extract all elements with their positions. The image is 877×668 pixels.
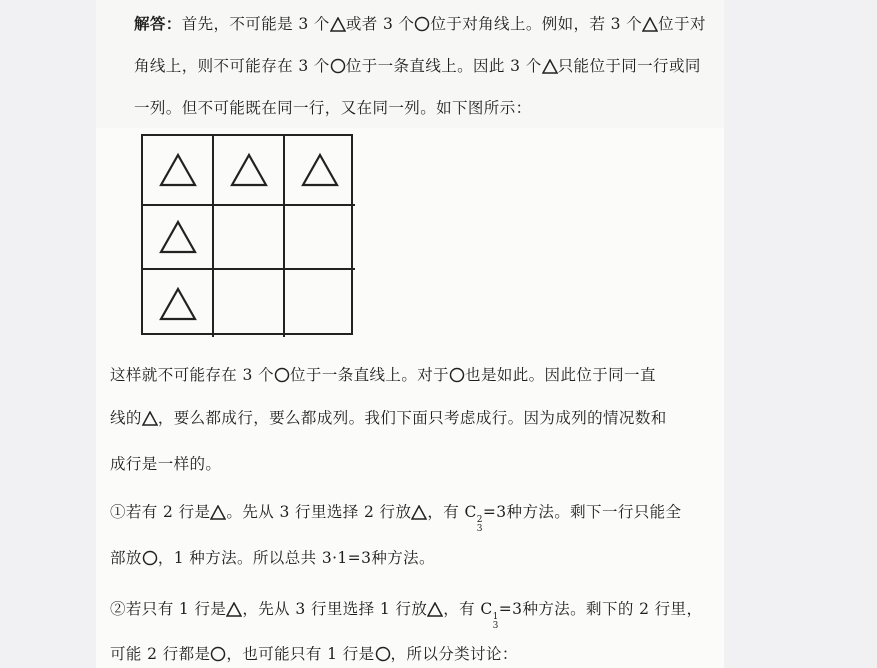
triangle-icon	[158, 152, 198, 188]
text-segment: 或者 3 个	[345, 15, 415, 33]
triangle-icon	[330, 17, 346, 36]
triangle-icon	[142, 411, 158, 430]
text-segment: ，有 C	[427, 503, 477, 521]
text-segment: 位于对角线上。例如，若 3 个	[430, 15, 643, 33]
text-segment: 也是如此。因此位于同一直	[465, 366, 656, 384]
triangle-icon	[542, 59, 558, 78]
grid-cell	[214, 206, 285, 270]
text-segment: 一列。但不可能既在同一行，又在同一列。如下图所示：	[134, 99, 532, 117]
triangle-icon	[226, 602, 242, 621]
text-segment: ，也可能只有 1 行是	[226, 645, 375, 663]
grid-figure	[141, 134, 353, 335]
circle-icon	[330, 58, 346, 78]
text-segment: ，所以分类讨论：	[390, 645, 518, 663]
grid-cell	[143, 136, 214, 206]
case-1-line-1	[110, 500, 681, 534]
answer-label: 解答：	[134, 14, 182, 33]
text-segment: ，要么都成行，要么都成列。我们下面只考虑成行。因为成列的情况数和	[157, 409, 667, 427]
grid-cell	[143, 270, 214, 337]
answer-line-2	[134, 54, 701, 78]
grid-cell	[285, 270, 355, 337]
text-segment: 部放	[110, 549, 142, 567]
text-segment: 线的	[110, 409, 142, 427]
circle-icon	[414, 16, 430, 36]
text-segment: 只能位于同一行或同	[557, 57, 701, 75]
triangle-icon	[210, 505, 226, 524]
text-segment: 成行是一样的。	[110, 455, 222, 473]
triangle-icon	[300, 152, 340, 188]
circle-icon	[449, 367, 465, 387]
text-segment: 。先从 3 行里选择 2 行放	[226, 503, 412, 521]
case-2-line-2	[110, 642, 518, 666]
paragraph-2-line-3	[110, 452, 221, 474]
combination-subscript: 3	[492, 621, 499, 631]
text-segment: 位于对	[658, 15, 706, 33]
triangle-icon	[158, 286, 198, 322]
paragraph-2-line-2	[110, 406, 667, 430]
triangle-icon	[411, 505, 427, 524]
combination-subscript: 3	[476, 524, 483, 534]
grid-cell	[143, 206, 214, 270]
grid-cell	[214, 136, 285, 206]
triangle-icon	[427, 602, 443, 621]
text-segment: ，先从 3 行里选择 1 行放	[242, 600, 428, 618]
text-segment: ②若只有 1 行是	[110, 600, 227, 618]
combination-superscript: 1	[492, 612, 499, 622]
text-segment: ，有 C	[443, 600, 493, 618]
circle-icon	[375, 646, 391, 666]
triangle-icon	[229, 152, 269, 188]
case-1-line-2	[110, 546, 435, 570]
circle-icon	[210, 646, 226, 666]
circle-icon	[142, 550, 158, 570]
triangle-icon	[642, 17, 658, 36]
text-segment: ①若有 2 行是	[110, 503, 211, 521]
text-segment: 角线上，则不可能存在 3 个	[134, 57, 330, 75]
answer-line-3	[134, 96, 532, 118]
text-segment: 这样就不可能存在 3 个	[110, 366, 275, 384]
case-2-line-1	[110, 597, 702, 631]
grid-cell	[214, 270, 285, 337]
text-segment: 可能 2 行都是	[110, 645, 211, 663]
text-segment: 首先，不可能是 3 个	[181, 15, 330, 33]
text-segment: ，1 种方法。所以总共 3·1=3种方法。	[157, 549, 435, 567]
text-segment: 位于一条直线上。对于	[290, 366, 450, 384]
paragraph-2-line-1	[110, 363, 656, 387]
grid-cell	[285, 206, 355, 270]
text-segment: =3种方法。剩下的 2 行里，	[498, 600, 703, 618]
triangle-icon	[158, 219, 198, 255]
combination-superscript: 2	[476, 515, 483, 525]
answer-line-1	[134, 12, 706, 36]
grid-cell	[285, 136, 355, 206]
text-segment: =3种方法。剩下一行只能全	[482, 503, 682, 521]
circle-icon	[274, 367, 290, 387]
text-segment: 位于一条直线上。因此 3 个	[345, 57, 542, 75]
